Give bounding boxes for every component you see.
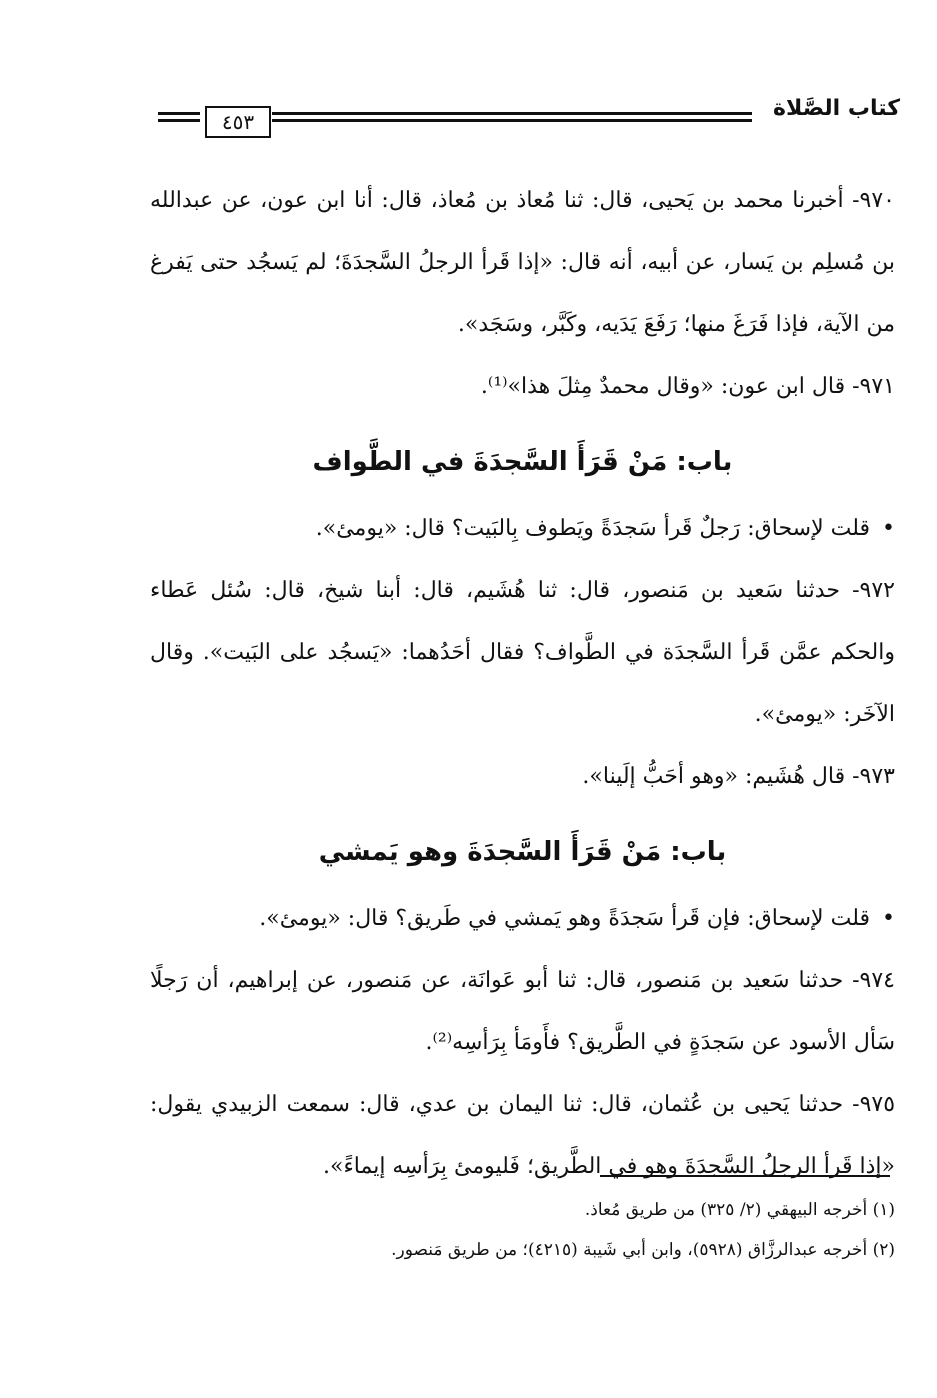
question-bullet-1: [150, 498, 895, 560]
footnotes: [150, 1190, 895, 1270]
page-number: ٤٥٣: [205, 106, 271, 138]
bullet-icon: [870, 906, 895, 931]
question-text-1: قلت لإسحاق: رَجلٌ قَرأ سَجدَةً ويَطوف بِالبَيت؟ قال: «يومئ».: [315, 516, 871, 541]
paragraph-970: ٩٧٠- أخبرنا محمد بن يَحيى، قال: ثنا مُعاذ بن مُعاذ، قال: أنا ابن عون، عن عبدالله بن مُسلِم بن يَسار، عن أبيه، أنه قال: «إذا قَرأ الرجلُ السَّجدَةَ؛ لم يَسجُد حتى يَفرغ من الآية، فإذا فَرَغَ منها؛ رَفَعَ يَدَيه، وكَبَّر، وسَجَد».: [150, 188, 895, 337]
bullet-icon: [870, 516, 895, 541]
chapter-heading-walking: باب: مَنْ قَرَأَ السَّجدَةَ وهو يَمشي: [318, 837, 727, 867]
footnote-1: (١) أخرجه البيهقي (٢/ ٣٢٥) من طريق مُعاذ.: [584, 1200, 895, 1220]
paragraph-972: ٩٧٢- حدثنا سَعيد بن مَنصور، قال: ثنا هُشَيم، قال: أبنا شيخ، قال: سُئل عَطاء والحكم عمَّن قَرأ السَّجدَة في الطَّواف؟ فقال أحَدُهما: «يَسجُد على البَيت». وقال الآخَر: «يومئ».: [150, 578, 895, 727]
main-text: [150, 170, 895, 1198]
paragraph-975: ٩٧٥- حدثنا يَحيى بن عُثمان، قال: ثنا اليمان بن عدي، قال: سمعت الزبيدي يقول: «إذا قَرأ الرجلُ السَّجدَةَ وهو في الطَّريق؛ فَليومئ بِرَأسِه إيماءً».: [150, 1092, 896, 1179]
footnote-separator: [600, 1175, 890, 1177]
chapter-heading-tawaf: باب: مَنْ قَرَأَ السَّجدَةَ في الطَّواف: [312, 447, 733, 477]
paragraph-973: ٩٧٣- قال هُشَيم: «وهو أحَبُّ إلَينا».: [582, 764, 895, 789]
footnote-2: (٢) أخرجه عبدالرزَّاق (٥٩٢٨)، وابن أبي شَيبة (٤٢١٥)؛ من طريق مَنصور.: [391, 1240, 895, 1260]
book-title: كتاب الصَّلاة: [773, 96, 900, 121]
header-rule-right: [272, 112, 752, 122]
header-rule-left: [158, 112, 200, 122]
question-text-2: قلت لإسحاق: فإن قَرأ سَجدَةً وهو يَمشي في طَريق؟ قال: «يومئ».: [259, 906, 871, 931]
question-bullet-2: [150, 888, 895, 950]
paragraph-971: ٩٧١- قال ابن عون: «وقال محمدٌ مِثلَ هذا»⁽¹⁾.: [480, 374, 895, 399]
page-header: [140, 90, 900, 140]
paragraph-974: ٩٧٤- حدثنا سَعيد بن مَنصور، قال: ثنا أبو عَوانَة، عن مَنصور، عن إبراهيم، أن رَجلًا سَأل الأسود عن سَجدَةٍ في الطَّريق؟ فأَومَأ بِرَأسِه⁽²⁾.: [150, 968, 895, 1055]
